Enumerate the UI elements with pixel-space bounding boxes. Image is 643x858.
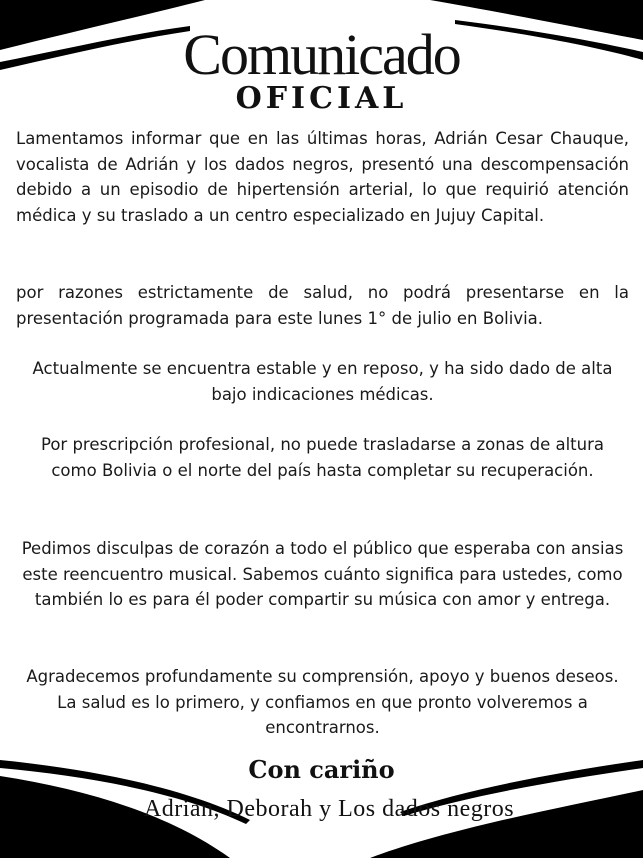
- paragraph-1: Lamentamos informar que en las últimas horas, Adrián Cesar Chauque, vocalista de Adrián y los dados negros, presentó una descompensación debido a un episodio de hipertensión arterial, lo que requirió atención médica y su traslado a un centro especializado en Jujuy Capital.: [16, 129, 629, 225]
- paragraph-6: Agradecemos profundamente su comprensión, apoyo y buenos deseos. La salud es lo primero, y confiamos en que pronto volveremos a encontrarnos.: [26, 667, 619, 737]
- paragraph-2: por razones estrictamente de salud, no podrá presentarse en la presentación programada para este lunes 1° de julio en Bolivia.: [16, 283, 629, 328]
- signature-names: Adrian, Deborah y Los dados negros: [143, 796, 515, 822]
- page-title: Comunicado: [183, 22, 460, 87]
- page-subtitle: OFICIAL: [235, 81, 408, 116]
- closing-line: Con cariño: [248, 755, 395, 784]
- paragraph-5: Pedimos disculpas de corazón a todo el público que esperaba con ansias este reencuentro musical. Sabemos cuánto significa para ustedes, como también lo es para él poder compartir su música con amor y entrega.: [21, 539, 624, 609]
- paragraph-3: Actualmente se encuentra estable y en reposo, y ha sido dado de alta bajo indicaciones médicas.: [32, 359, 613, 404]
- paragraph-4: Por prescripción profesional, no puede trasladarse a zonas de altura como Bolivia o el norte del país hasta completar su recuperación.: [40, 435, 605, 480]
